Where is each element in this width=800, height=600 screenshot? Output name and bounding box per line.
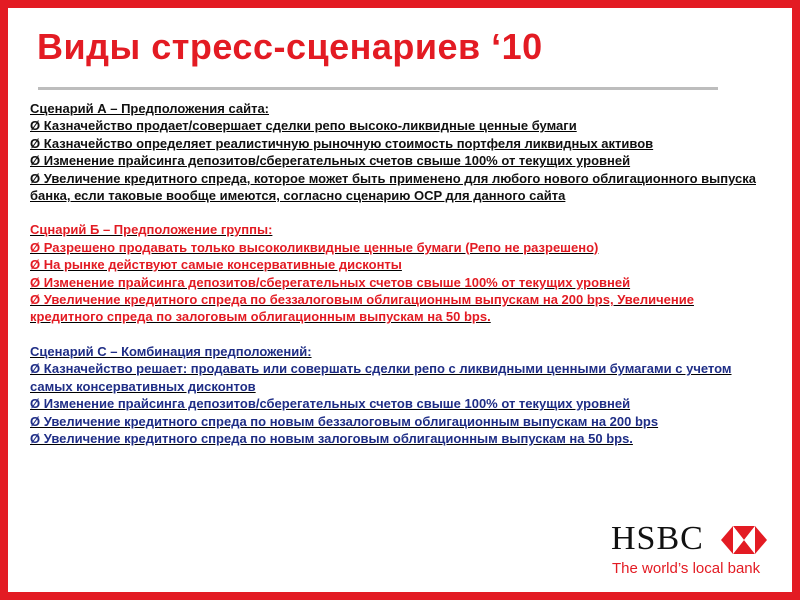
slide — [8, 8, 792, 592]
slide-title: Виды стресс-сценариев ‘10 — [37, 26, 543, 67]
scenario-b-heading: Сцнарий Б – Предположение группы: — [30, 222, 273, 238]
title-divider — [38, 87, 718, 90]
scenario-b-item: Ø Увеличение кредитного спреда по беззалоговым облигационным выпускам на 200 bps, Увеличение кредитного спреда по залоговым облигационным выпускам на 50 bps. — [30, 292, 694, 325]
scenario-b-item: Ø На рынке действуют самые консервативные дисконты — [30, 257, 402, 273]
scenario-c-heading: Сценарий С – Комбинация предположений: — [30, 343, 312, 359]
section-gap — [30, 204, 770, 221]
section-gap — [30, 326, 770, 343]
scenario-a-item: Ø Увеличение кредитного спреда, которое может быть применено для любого нового облигационного выпуска банка, если таковые вообще имеются, согласно сценарию OCP для данного сайта — [30, 170, 756, 204]
logo-tagline: The world’s local bank — [612, 560, 761, 577]
logo-wordmark: HSBC — [611, 520, 704, 557]
scenario-c-item: Ø Казначейство решает: продавать или совершать сделки репо с ликвидными ценными бумагами с учетом самых консервативных дисконтов — [30, 361, 732, 394]
scenario-c-item: Ø Изменение прайсинга депозитов/сберегательных счетов свыше 100% от текущих уровней — [30, 396, 631, 412]
hsbc-logo — [611, 520, 781, 584]
scenario-a — [30, 100, 770, 204]
hsbc-hexagon-icon — [721, 526, 767, 554]
scenario-a-item: Ø Изменение прайсинга депозитов/сберегательных счетов свыше 100% от текущих уровней — [30, 153, 631, 169]
scenario-c — [30, 343, 770, 447]
scenario-b-item: Ø Изменение прайсинга депозитов/сберегательных счетов свыше 100% от текущих уровней — [30, 274, 631, 290]
scenario-a-heading: Сценарий А – Предположения сайта: — [30, 101, 270, 116]
scenario-b — [30, 221, 770, 325]
scenario-c-item: Ø Увеличение кредитного спреда по новым беззалоговым облигационным выпускам на 200 bps — [30, 413, 659, 429]
scenario-c-item: Ø Увеличение кредитного спреда по новым залоговым облигационным выпускам на 50 bps. — [30, 430, 633, 446]
scenario-a-item: Ø Казначейство определяет реалистичную рыночную стоимость портфеля ликвидных активов — [30, 135, 654, 151]
scenario-a-item: Ø Казначейство продает/совершает сделки репо высоко-ликвидные ценные бумаги — [30, 118, 577, 134]
scenario-b-item: Ø Разрешено продавать только высоколиквидные ценные бумаги (Репо не разрешено) — [30, 239, 599, 255]
slide-body — [30, 100, 770, 447]
